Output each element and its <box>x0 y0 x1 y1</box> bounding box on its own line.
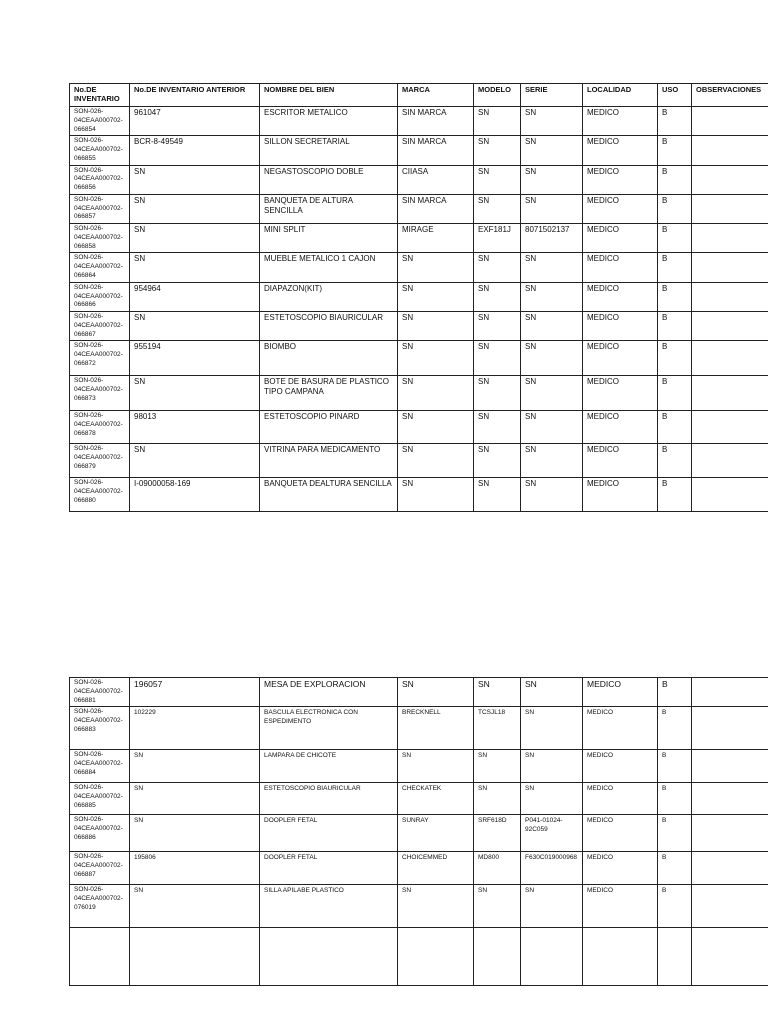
table-row <box>70 885 768 928</box>
cell-localidad: MEDICO <box>583 312 658 341</box>
table-row <box>70 224 768 253</box>
cell-nombre-del-bien: BANQUETA DE ALTURA SENCILLA <box>260 194 398 223</box>
cell-observaciones <box>692 885 768 928</box>
cell-serie: F630C019000968 <box>521 852 583 885</box>
table-row <box>70 136 768 165</box>
table-row <box>70 165 768 194</box>
cell-observaciones <box>692 253 768 282</box>
cell-no-inventario: SON-026-04CEAA000702-066854 <box>70 107 130 136</box>
cell-nombre-del-bien: MINI SPLIT <box>260 224 398 253</box>
cell-observaciones <box>692 444 768 478</box>
table-row <box>70 341 768 376</box>
cell-uso: B <box>658 783 692 815</box>
cell-localidad: MEDICO <box>583 253 658 282</box>
cell-serie: SN <box>521 678 583 707</box>
header-uso: USO <box>658 84 692 107</box>
cell-marca: SN <box>398 885 474 928</box>
cell-marca: SN <box>398 341 474 376</box>
header-marca: MARCA <box>398 84 474 107</box>
cell-inventario-anterior: BCR-8-49549 <box>130 136 260 165</box>
table-row <box>70 928 768 986</box>
cell-modelo: TCSJL18 <box>474 707 521 750</box>
cell-modelo: SN <box>474 885 521 928</box>
cell-no-inventario: SON-026-04CEAA000702-066883 <box>70 707 130 750</box>
cell-serie <box>521 928 583 986</box>
cell-no-inventario: SON-026-04CEAA000702-066867 <box>70 312 130 341</box>
cell-no-inventario: SON-026-04CEAA000702-066872 <box>70 341 130 376</box>
cell-uso: B <box>658 478 692 512</box>
cell-uso: B <box>658 253 692 282</box>
cell-marca: SN <box>398 478 474 512</box>
cell-uso: B <box>658 282 692 311</box>
cell-marca: SN <box>398 411 474 444</box>
cell-localidad <box>583 928 658 986</box>
cell-localidad: MEDICO <box>583 678 658 707</box>
cell-serie: P041-01024-92C059 <box>521 815 583 852</box>
cell-no-inventario <box>70 928 130 986</box>
cell-modelo: SN <box>474 282 521 311</box>
cell-uso: B <box>658 312 692 341</box>
cell-no-inventario: SON-026-04CEAA000702-066884 <box>70 750 130 783</box>
cell-inventario-anterior: SN <box>130 444 260 478</box>
cell-modelo: SN <box>474 444 521 478</box>
cell-inventario-anterior: SN <box>130 165 260 194</box>
cell-modelo: MD800 <box>474 852 521 885</box>
cell-modelo: SN <box>474 194 521 223</box>
cell-no-inventario: SON-026-04CEAA000702-066858 <box>70 224 130 253</box>
cell-inventario-anterior: 961047 <box>130 107 260 136</box>
cell-uso: B <box>658 815 692 852</box>
cell-marca: SIN MARCA <box>398 194 474 223</box>
cell-modelo: SN <box>474 341 521 376</box>
cell-serie: SN <box>521 444 583 478</box>
cell-nombre-del-bien: BOTE DE BASURA DE PLASTICO TIPO CAMPANA <box>260 376 398 411</box>
cell-serie: SN <box>521 341 583 376</box>
cell-marca: CIIASA <box>398 165 474 194</box>
cell-no-inventario: SON-026-04CEAA000702-066856 <box>70 165 130 194</box>
cell-no-inventario: SON-026-04CEAA000702-066881 <box>70 678 130 707</box>
cell-inventario-anterior: SN <box>130 376 260 411</box>
cell-uso: B <box>658 678 692 707</box>
cell-observaciones <box>692 341 768 376</box>
cell-uso: B <box>658 707 692 750</box>
cell-localidad: MEDICO <box>583 815 658 852</box>
cell-nombre-del-bien: BASCULA ELECTRONICA CON ESPEDIMENTO <box>260 707 398 750</box>
cell-serie: SN <box>521 885 583 928</box>
cell-observaciones <box>692 783 768 815</box>
cell-nombre-del-bien: MUEBLE METALICO 1 CAJON <box>260 253 398 282</box>
cell-serie: SN <box>521 411 583 444</box>
cell-inventario-anterior: SN <box>130 253 260 282</box>
cell-inventario-anterior: SN <box>130 224 260 253</box>
cell-localidad: MEDICO <box>583 282 658 311</box>
cell-serie: SN <box>521 312 583 341</box>
cell-nombre-del-bien: BIOMBO <box>260 341 398 376</box>
cell-modelo: SN <box>474 253 521 282</box>
cell-modelo: SN <box>474 678 521 707</box>
cell-localidad: MEDICO <box>583 478 658 512</box>
cell-serie: SN <box>521 194 583 223</box>
inventory-table-1 <box>69 83 768 512</box>
cell-localidad: MEDICO <box>583 885 658 928</box>
cell-uso: B <box>658 444 692 478</box>
cell-marca <box>398 928 474 986</box>
cell-modelo: SN <box>474 136 521 165</box>
header-observaciones: OBSERVACIONES <box>692 84 768 107</box>
cell-inventario-anterior: 196057 <box>130 678 260 707</box>
cell-marca: BRECKNELL <box>398 707 474 750</box>
cell-localidad: MEDICO <box>583 750 658 783</box>
table-row <box>70 678 768 707</box>
cell-inventario-anterior: SN <box>130 312 260 341</box>
cell-serie: SN <box>521 136 583 165</box>
cell-observaciones <box>692 411 768 444</box>
cell-observaciones <box>692 224 768 253</box>
cell-localidad: MEDICO <box>583 411 658 444</box>
cell-modelo: SN <box>474 750 521 783</box>
cell-uso: B <box>658 224 692 253</box>
cell-no-inventario: SON-026-04CEAA000702-066873 <box>70 376 130 411</box>
cell-observaciones <box>692 928 768 986</box>
cell-marca: SN <box>398 312 474 341</box>
cell-inventario-anterior: 102229 <box>130 707 260 750</box>
header-localidad: LOCALIDAD <box>583 84 658 107</box>
cell-no-inventario: SON-026-04CEAA000702-066886 <box>70 815 130 852</box>
cell-uso: B <box>658 885 692 928</box>
cell-nombre-del-bien: BANQUETA DEALTURA SENCILLA <box>260 478 398 512</box>
cell-observaciones <box>692 312 768 341</box>
cell-nombre-del-bien: ESTETOSCOPIO BIAURICULAR <box>260 783 398 815</box>
cell-no-inventario: SON-026-04CEAA000702-066887 <box>70 852 130 885</box>
cell-observaciones <box>692 376 768 411</box>
cell-marca: SN <box>398 678 474 707</box>
cell-no-inventario: SON-026-04CEAA000702-066864 <box>70 253 130 282</box>
cell-nombre-del-bien: SILLA APILABE PLASTICO <box>260 885 398 928</box>
cell-localidad: MEDICO <box>583 707 658 750</box>
cell-serie: SN <box>521 783 583 815</box>
table-row <box>70 783 768 815</box>
cell-observaciones <box>692 852 768 885</box>
cell-marca: SN <box>398 750 474 783</box>
cell-marca: SN <box>398 376 474 411</box>
cell-modelo <box>474 928 521 986</box>
cell-observaciones <box>692 678 768 707</box>
cell-inventario-anterior: 955194 <box>130 341 260 376</box>
cell-marca: SN <box>398 444 474 478</box>
table-row <box>70 411 768 444</box>
cell-uso: B <box>658 750 692 783</box>
cell-nombre-del-bien: LAMPARA DE CHICOTE <box>260 750 398 783</box>
cell-no-inventario: SON-026-04CEAA000702-066878 <box>70 411 130 444</box>
table-row <box>70 282 768 311</box>
table-row <box>70 376 768 411</box>
cell-uso: B <box>658 107 692 136</box>
cell-inventario-anterior: 98013 <box>130 411 260 444</box>
cell-no-inventario: SON-026-04CEAA000702-066857 <box>70 194 130 223</box>
cell-marca: SIN MARCA <box>398 107 474 136</box>
cell-serie: SN <box>521 107 583 136</box>
cell-localidad: MEDICO <box>583 165 658 194</box>
cell-serie: SN <box>521 165 583 194</box>
cell-nombre-del-bien: DOOPLER FETAL <box>260 852 398 885</box>
cell-modelo: SN <box>474 783 521 815</box>
cell-uso: B <box>658 136 692 165</box>
cell-inventario-anterior: SN <box>130 783 260 815</box>
cell-observaciones <box>692 707 768 750</box>
cell-marca: SN <box>398 253 474 282</box>
cell-marca: CHECKATEK <box>398 783 474 815</box>
cell-modelo: SN <box>474 411 521 444</box>
cell-no-inventario: SON-026-04CEAA000702-076019 <box>70 885 130 928</box>
cell-no-inventario: SON-026-04CEAA000702-066880 <box>70 478 130 512</box>
cell-localidad: MEDICO <box>583 444 658 478</box>
cell-uso: B <box>658 194 692 223</box>
cell-observaciones <box>692 750 768 783</box>
cell-localidad: MEDICO <box>583 341 658 376</box>
cell-nombre-del-bien: ESTETOSCOPIO BIAURICULAR <box>260 312 398 341</box>
cell-localidad: MEDICO <box>583 194 658 223</box>
cell-no-inventario: SON-026-04CEAA000702-066866 <box>70 282 130 311</box>
header-no-inventario: No.DE INVENTARIO <box>70 84 130 107</box>
cell-nombre-del-bien: DIAPAZON(KIT) <box>260 282 398 311</box>
cell-uso: B <box>658 411 692 444</box>
cell-inventario-anterior: SN <box>130 194 260 223</box>
cell-marca: CHOICEMMED <box>398 852 474 885</box>
table-row <box>70 107 768 136</box>
cell-no-inventario: SON-026-04CEAA000702-066879 <box>70 444 130 478</box>
cell-uso: B <box>658 341 692 376</box>
cell-serie: SN <box>521 282 583 311</box>
cell-localidad: MEDICO <box>583 376 658 411</box>
cell-observaciones <box>692 815 768 852</box>
cell-inventario-anterior: SN <box>130 815 260 852</box>
cell-localidad: MEDICO <box>583 224 658 253</box>
cell-marca: MIRAGE <box>398 224 474 253</box>
cell-serie: SN <box>521 376 583 411</box>
cell-marca: SN <box>398 282 474 311</box>
cell-nombre-del-bien: ESCRITOR METALICO <box>260 107 398 136</box>
table-row <box>70 852 768 885</box>
cell-uso: B <box>658 852 692 885</box>
cell-nombre-del-bien: MESA DE EXPLORACION <box>260 678 398 707</box>
cell-modelo: SN <box>474 165 521 194</box>
table-header-row <box>70 84 768 107</box>
cell-observaciones <box>692 282 768 311</box>
cell-inventario-anterior: 954964 <box>130 282 260 311</box>
table-row <box>70 750 768 783</box>
table-row <box>70 253 768 282</box>
cell-inventario-anterior: SN <box>130 885 260 928</box>
cell-inventario-anterior <box>130 928 260 986</box>
cell-inventario-anterior: 195806 <box>130 852 260 885</box>
header-nombre-del-bien: NOMBRE DEL BIEN <box>260 84 398 107</box>
cell-serie: SN <box>521 750 583 783</box>
cell-localidad: MEDICO <box>583 107 658 136</box>
cell-marca: SIN MARCA <box>398 136 474 165</box>
cell-observaciones <box>692 478 768 512</box>
cell-no-inventario: SON-026-04CEAA000702-066885 <box>70 783 130 815</box>
cell-uso <box>658 928 692 986</box>
table-row <box>70 478 768 512</box>
cell-uso: B <box>658 165 692 194</box>
cell-nombre-del-bien: DOOPLER FETAL <box>260 815 398 852</box>
cell-observaciones <box>692 194 768 223</box>
cell-modelo: EXF181J <box>474 224 521 253</box>
table-row <box>70 444 768 478</box>
cell-nombre-del-bien <box>260 928 398 986</box>
cell-inventario-anterior: I-09000058-169 <box>130 478 260 512</box>
cell-nombre-del-bien: VITRINA PARA MEDICAMENTO <box>260 444 398 478</box>
header-serie: SERIE <box>521 84 583 107</box>
cell-localidad: MEDICO <box>583 852 658 885</box>
cell-observaciones <box>692 165 768 194</box>
cell-serie: SN <box>521 478 583 512</box>
table-row <box>70 194 768 223</box>
table-row <box>70 707 768 750</box>
cell-nombre-del-bien: ESTETOSCOPIO PINARD <box>260 411 398 444</box>
cell-modelo: SRF618D <box>474 815 521 852</box>
table-row <box>70 815 768 852</box>
cell-serie: 8071502137 <box>521 224 583 253</box>
cell-modelo: SN <box>474 376 521 411</box>
header-modelo: MODELO <box>474 84 521 107</box>
cell-serie: SN <box>521 707 583 750</box>
table-row <box>70 312 768 341</box>
cell-localidad: MEDICO <box>583 136 658 165</box>
header-inventario-anterior: No.DE INVENTARIO ANTERIOR <box>130 84 260 107</box>
cell-nombre-del-bien: SILLON SECRETARIAL <box>260 136 398 165</box>
cell-nombre-del-bien: NEGASTOSCOPIO DOBLE <box>260 165 398 194</box>
inventory-table-2 <box>69 677 768 986</box>
cell-marca: SUNRAY <box>398 815 474 852</box>
cell-modelo: SN <box>474 478 521 512</box>
cell-observaciones <box>692 107 768 136</box>
cell-modelo: SN <box>474 312 521 341</box>
cell-inventario-anterior: SN <box>130 750 260 783</box>
cell-observaciones <box>692 136 768 165</box>
cell-uso: B <box>658 376 692 411</box>
cell-serie: SN <box>521 253 583 282</box>
cell-modelo: SN <box>474 107 521 136</box>
cell-localidad: MEDICO <box>583 783 658 815</box>
cell-no-inventario: SON-026-04CEAA000702-066855 <box>70 136 130 165</box>
